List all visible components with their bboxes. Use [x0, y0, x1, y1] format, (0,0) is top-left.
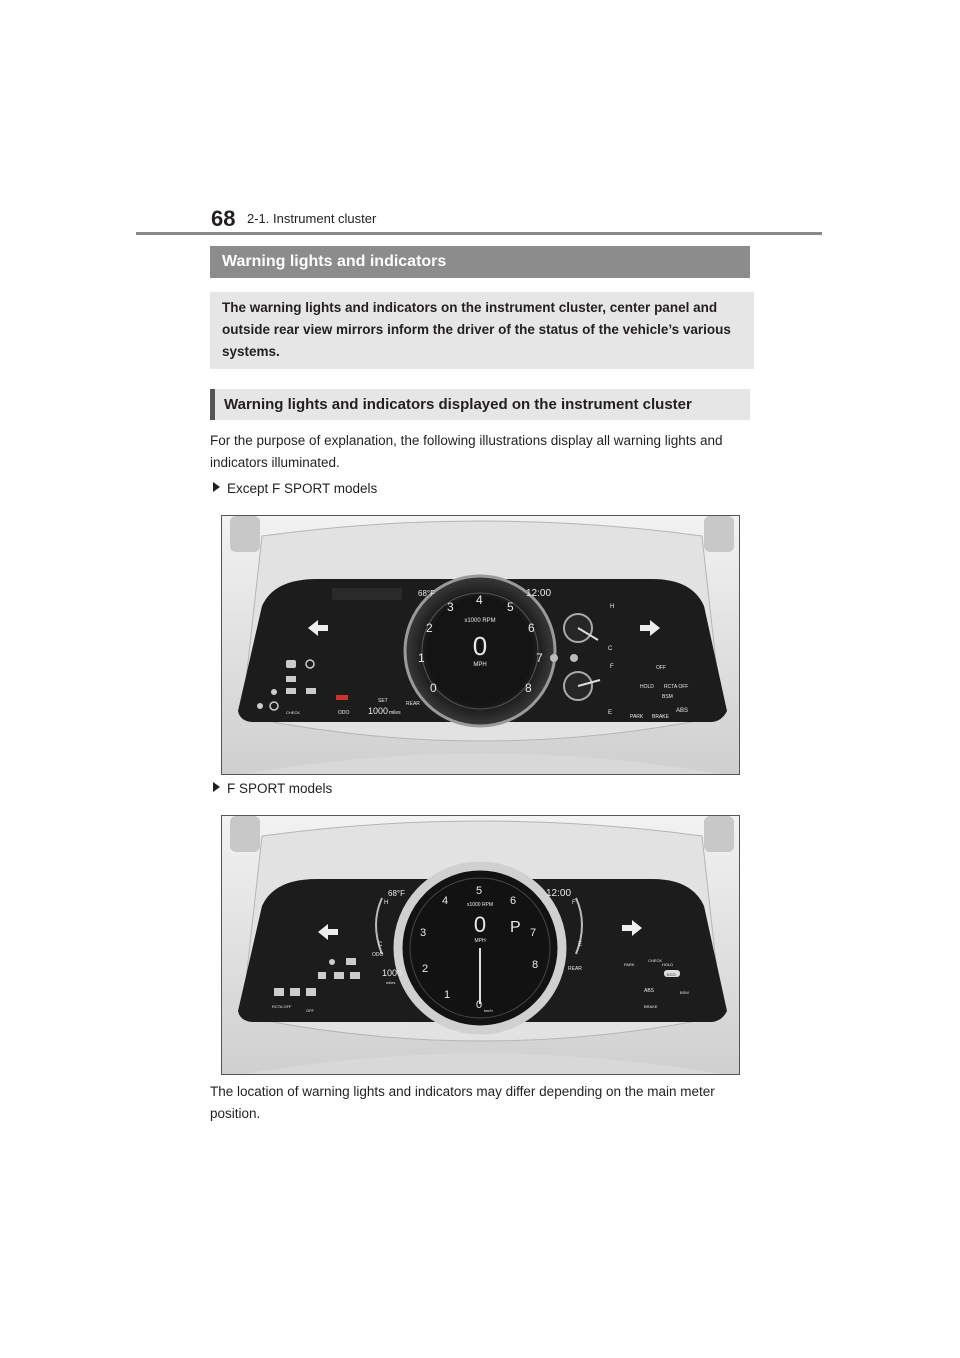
abs-label: ABS: [676, 708, 689, 714]
hold-label: HOLD: [662, 962, 674, 967]
top-indicator-strip: [332, 588, 402, 600]
tach-number: 3: [420, 927, 427, 939]
gauge-cold-label: C: [608, 646, 613, 652]
odo-value: 1000: [382, 968, 403, 978]
cluster-illustration-standard: [222, 516, 740, 775]
headlight-icon: [346, 958, 356, 965]
tach-number: 6: [528, 621, 535, 635]
odo-unit: miles: [389, 710, 401, 716]
tach-number: 0: [430, 681, 437, 695]
explanation-paragraph: For the purpose of explanation, the following illustrations display all warning lights and indicators illuminated.: [210, 433, 723, 470]
warning-icon: [286, 660, 296, 668]
gear-indicator: P: [510, 919, 521, 936]
tach-number: 1: [418, 651, 425, 665]
outside-temp: 68°F: [418, 589, 435, 598]
right-knurled-dial: [704, 816, 734, 852]
cluster-figure-f-sport: [221, 815, 740, 1075]
park-label: PARK: [624, 962, 635, 967]
gauge-hot-label: H: [384, 900, 389, 906]
tach-number: 2: [426, 621, 433, 635]
gauge-full-label: F: [572, 900, 576, 906]
sun-icon: [329, 959, 335, 965]
headlight-icon: [286, 676, 296, 682]
tach-number: 7: [530, 927, 537, 939]
speed-readout: 0: [472, 631, 488, 661]
gauge-empty-label: E: [608, 710, 613, 716]
rpm-label: x1000 RPM: [466, 902, 494, 908]
footer-paragraph: The location of warning lights and indicators may differ depending on the main meter position.: [210, 1084, 715, 1121]
rear-fog-icon: [350, 972, 360, 979]
left-knurled-dial: [230, 516, 260, 552]
tach-number: 8: [532, 959, 539, 971]
subheading: Warning lights and indicators displayed on the instrument cluster: [210, 389, 750, 420]
bullet-except-f-sport: [213, 481, 377, 496]
tach-number: 6: [510, 895, 517, 907]
hold-label: HOLD: [640, 684, 654, 690]
section-title: 2-1. Instrument cluster: [247, 211, 377, 226]
fuel-pump-icon: [550, 654, 558, 662]
airbag-icon: [306, 988, 316, 996]
odo-unit: miles: [386, 980, 396, 985]
seatbelt-icon: [318, 972, 326, 979]
outside-temp: 68°F: [388, 889, 405, 898]
tach-number: 8: [525, 681, 532, 695]
bsm-label: BSM: [680, 990, 689, 995]
tach-number: 4: [476, 593, 483, 607]
tach-number: 0: [476, 999, 483, 1011]
cluster-illustration-f-sport: [222, 816, 740, 1075]
cluster-figure-standard: [221, 515, 740, 775]
seatbelt-icon: [257, 703, 263, 709]
park-label: PARK: [630, 714, 644, 720]
tach-number: 1: [444, 989, 451, 1001]
odo-value: 1000: [368, 706, 389, 716]
tach-number: 5: [507, 600, 514, 614]
kmh-label: km/h: [484, 1008, 493, 1013]
tach-number: 4: [442, 895, 449, 907]
tach-number: 7: [536, 651, 543, 665]
set-label: SET: [378, 698, 388, 704]
check-label: CHECK: [286, 710, 301, 715]
speed-readout: 0: [473, 912, 487, 937]
triangle-bullet-icon: [213, 482, 220, 492]
tach-number: 5: [476, 885, 483, 897]
off-label: OFF: [656, 665, 666, 671]
odo-label: ODO: [338, 710, 350, 716]
rcta-label: RCTA OFF: [272, 1004, 292, 1009]
off-label: OFF: [306, 1008, 314, 1013]
eco-badge: [336, 695, 348, 700]
speed-unit: MPH: [473, 662, 487, 668]
rcta-label: RCTA OFF: [664, 684, 689, 690]
tach-number: 3: [447, 600, 454, 614]
clock-readout: 12:00: [546, 888, 572, 899]
gauge-empty-label: E: [578, 942, 583, 948]
header-rule: [136, 232, 822, 235]
bullet-label: Except F SPORT models: [227, 481, 378, 496]
abs-label: ABS: [644, 988, 655, 994]
tach-number: 2: [422, 963, 429, 975]
bullet-label: F SPORT models: [227, 781, 333, 796]
check-label: CHECK: [648, 958, 663, 963]
intro-box: The warning lights and indicators on the instrument cluster, center panel and outside rear view mirrors inform the driver of the status of the vehicle’s various systems.: [210, 292, 754, 369]
section-heading: Warning lights and indicators: [210, 246, 750, 278]
gauge-cold-label: C: [378, 942, 383, 948]
brake-label: BRAKE: [652, 714, 669, 720]
rear-label: REAR: [406, 701, 420, 707]
rear-label: REAR: [568, 966, 582, 972]
brake-label: BRAKE: [644, 1004, 658, 1009]
oil-drop-icon: [570, 654, 578, 662]
triangle-bullet-icon: [213, 782, 220, 792]
clock-readout: 12:00: [526, 588, 552, 599]
fog-light-icon: [286, 688, 296, 694]
set-label: SET: [400, 1022, 410, 1028]
odo-label: ODO: [372, 952, 384, 958]
pcs-off-icon: [274, 988, 284, 996]
rpm-label: x1000 RPM: [464, 618, 496, 624]
speed-unit: MPH: [474, 938, 486, 944]
gauge-hot-label: H: [610, 604, 615, 610]
rear-fog-icon: [306, 688, 316, 694]
bullet-f-sport: [213, 781, 332, 796]
lane-icon: [290, 988, 300, 996]
gauge-full-label: F: [610, 664, 614, 670]
sun-icon: [271, 689, 277, 695]
bsm-label: BSM: [662, 694, 673, 700]
page-number: 68: [211, 206, 236, 231]
fog-light-icon: [334, 972, 344, 979]
eco-label: ECO: [667, 972, 676, 977]
right-knurled-dial: [704, 516, 734, 552]
left-knurled-dial: [230, 816, 260, 852]
